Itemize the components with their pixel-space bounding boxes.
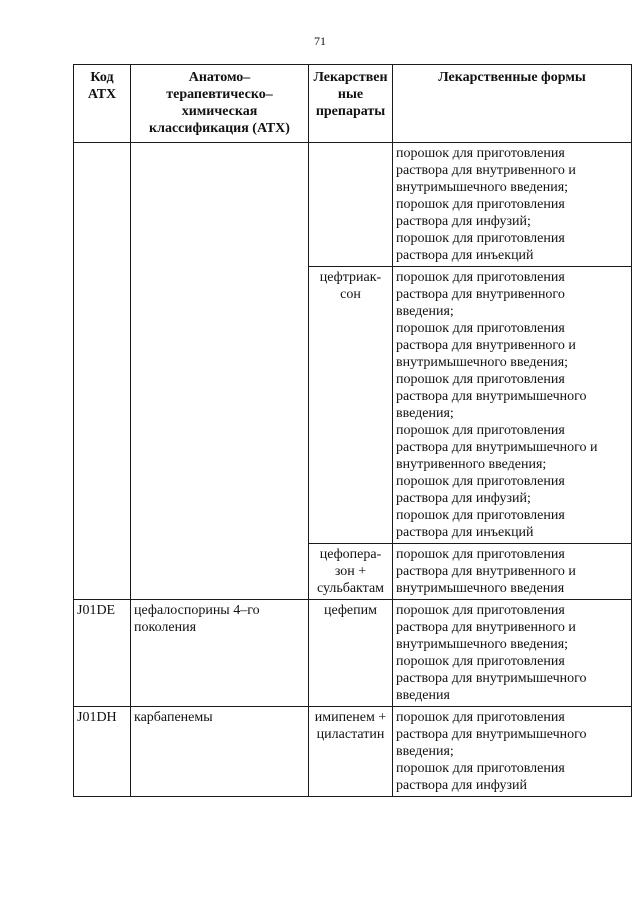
- classification-cell: карбапенемы: [131, 707, 309, 797]
- forms-cell: порошок для приготовления раствора для внутривенного и внутримышечного введения: [393, 544, 632, 600]
- forms-cell: порошок для приготовления раствора для внутривенного и внутримышечного введения; порошок для приготовления раствора для инфузий; порошок для приготовления раствора для инъекций: [393, 143, 632, 267]
- classification-cell: [131, 143, 309, 600]
- atx-code-cell: J01DH: [74, 707, 131, 797]
- forms-cell: порошок для приготовления раствора для внутривенного введения; порошок для приготовления раствора для внутривенного и внутримышечного введения; порошок для приготовления раствора для внутримышечного введения; порошок для приготовления раствора для внутримышечного и внутривенного введения; порошок для приготовления раствора для инфузий; порошок для приготовления раствора для инъекций: [393, 267, 632, 544]
- drug-cell: цефтриак- сон: [309, 267, 393, 544]
- drug-cell: имипенем + циластатин: [309, 707, 393, 797]
- table-row: [74, 600, 632, 707]
- forms-cell: порошок для приготовления раствора для внутримышечного введения; порошок для приготовления раствора для инфузий: [393, 707, 632, 797]
- header-row: [74, 65, 632, 143]
- atx-code-cell: [74, 143, 131, 600]
- atx-drug-table: [73, 64, 632, 797]
- classification-cell: цефалоспорины 4–го поколения: [131, 600, 309, 707]
- page-number: 71: [314, 34, 326, 48]
- atx-code-cell: J01DE: [74, 600, 131, 707]
- header-drugs: Лекарствен ные препараты: [309, 65, 393, 143]
- drug-cell: цефопера- зон + сульбактам: [309, 544, 393, 600]
- drug-cell: [309, 143, 393, 267]
- header-classification: Анатомо– терапевтическо– химическая классификация (АТХ): [131, 65, 309, 143]
- forms-cell: порошок для приготовления раствора для внутривенного и внутримышечного введения; порошок для приготовления раствора для внутримышечного введения: [393, 600, 632, 707]
- header-forms: Лекарственные формы: [393, 65, 632, 143]
- table-row: [74, 707, 632, 797]
- header-code: Код АТХ: [74, 65, 131, 143]
- drug-cell: цефепим: [309, 600, 393, 707]
- table-row: [74, 143, 632, 267]
